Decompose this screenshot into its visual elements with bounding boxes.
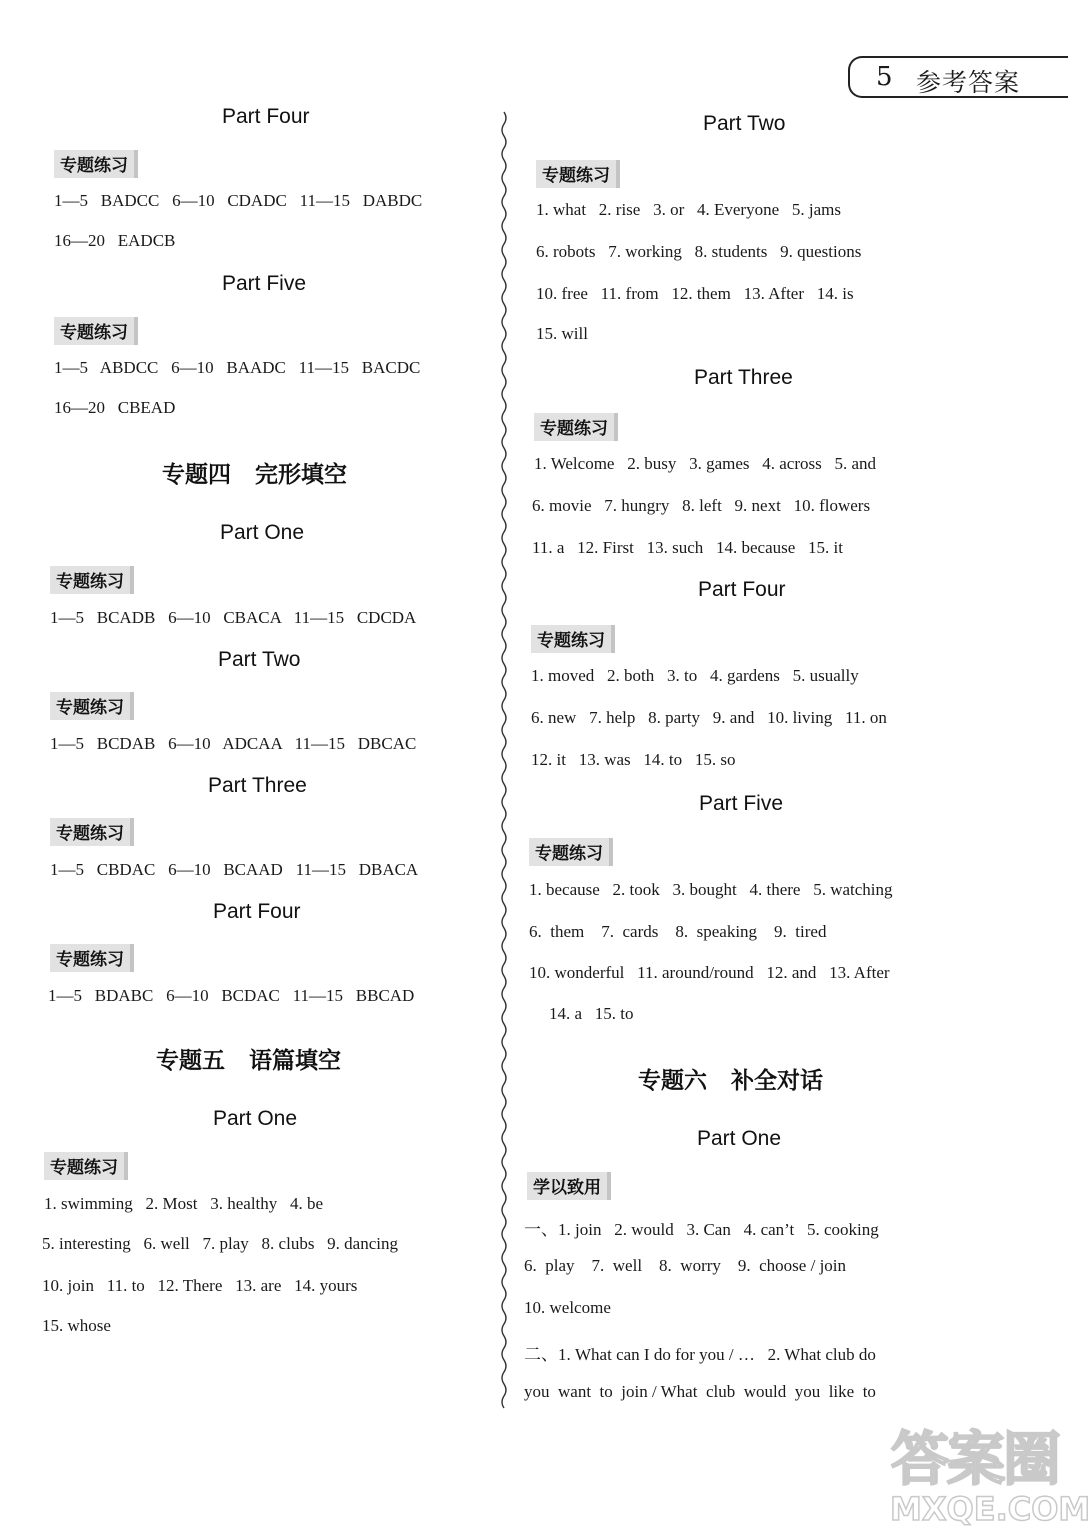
answer-line: 6. movie 7. hungry 8. left 9. next 10. flowers <box>532 496 871 515</box>
answer-line: 1. because 2. took 3. bought 4. there 5. watching <box>529 880 893 899</box>
answer-line: 二、1. What can I do for you / … 2. What club do <box>524 1345 876 1364</box>
part-heading: Part One <box>213 1107 298 1130</box>
answer-line: 15. whose <box>42 1316 111 1335</box>
topic-heading: 专题六 补全对话 <box>638 1068 824 1094</box>
answer-line: 12. it 13. was 14. to 15. so <box>531 750 736 769</box>
part-heading: Part Two <box>703 112 786 135</box>
answer-line: 1. Welcome 2. busy 3. games 4. across 5. and <box>534 454 877 473</box>
part-heading: Part Three <box>208 774 307 797</box>
exercise-tag: 专题练习 <box>54 317 138 345</box>
answer-line: 15. will <box>536 324 588 343</box>
exercise-tag: 专题练习 <box>50 566 134 594</box>
answer-line: 一、1. join 2. would 3. Can 4. can’t 5. cooking <box>524 1220 879 1239</box>
answer-line: 10. welcome <box>524 1298 611 1317</box>
answer-line: 11. a 12. First 13. such 14. because 15. it <box>532 538 843 557</box>
part-heading: Part One <box>220 521 305 544</box>
answer-line: 1—5 CBDAC 6—10 BCAAD 11—15 DBACA <box>50 860 419 879</box>
exercise-tag: 专题练习 <box>50 944 134 972</box>
page-header-tab <box>848 56 1068 98</box>
answer-line: 10. join 11. to 12. There 13. are 14. yours <box>42 1276 358 1295</box>
answer-line: 1—5 BADCC 6—10 CDADC 11—15 DABDC <box>54 191 423 210</box>
part-heading: Part Five <box>699 792 784 815</box>
answer-line: 16—20 EADCB <box>54 231 176 250</box>
part-heading: Part One <box>697 1127 782 1150</box>
topic-heading: 专题四 完形填空 <box>162 462 348 488</box>
answer-line: 6. them 7. cards 8. speaking 9. tired <box>529 922 827 941</box>
section-title: 参考答案 <box>916 68 1021 97</box>
exercise-tag: 专题练习 <box>531 625 615 653</box>
answer-line: 6. play 7. well 8. worry 9. choose / join <box>524 1256 847 1275</box>
answer-line: 14. a 15. to <box>549 1004 634 1023</box>
exercise-tag: 专题练习 <box>54 150 138 178</box>
answer-line: 6. robots 7. working 8. students 9. questions <box>536 242 862 261</box>
exercise-tag: 专题练习 <box>50 692 134 720</box>
answer-line: 1—5 BCADB 6—10 CBACA 11—15 CDCDA <box>50 608 417 627</box>
exercise-tag: 专题练习 <box>529 838 613 866</box>
answer-line: 1—5 BDABC 6—10 BCDAC 11—15 BBCAD <box>48 986 415 1005</box>
page-number: 5 <box>876 62 893 92</box>
watermark-logo-text: 答案圈 <box>890 1425 1059 1493</box>
part-heading: Part Three <box>694 366 793 389</box>
answer-line: 5. interesting 6. well 7. play 8. clubs 9. dancing <box>42 1234 398 1253</box>
part-heading: Part Four <box>222 105 310 128</box>
column-divider <box>490 112 520 1404</box>
answer-line: 1. moved 2. both 3. to 4. gardens 5. usually <box>531 666 859 685</box>
site-watermark <box>890 1412 1090 1530</box>
watermark-domain: MXQE.COM <box>890 1490 1090 1528</box>
answer-line: 1. swimming 2. Most 3. healthy 4. be <box>44 1194 324 1213</box>
answer-line: 10. free 11. from 12. them 13. After 14. is <box>536 284 854 303</box>
answer-line: you want to join / What club would you like to <box>524 1382 876 1401</box>
answer-line: 6. new 7. help 8. party 9. and 10. living 11. on <box>531 708 887 727</box>
answer-line: 1—5 BCDAB 6—10 ADCAA 11—15 DBCAC <box>50 734 417 753</box>
topic-heading: 专题五 语篇填空 <box>156 1048 342 1074</box>
answer-line: 1. what 2. rise 3. or 4. Everyone 5. jams <box>536 200 841 219</box>
answer-line: 16—20 CBEAD <box>54 398 176 417</box>
exercise-tag: 专题练习 <box>44 1152 128 1180</box>
part-heading: Part Four <box>213 900 301 923</box>
answer-line: 10. wonderful 11. around/round 12. and 13. After <box>529 963 890 982</box>
exercise-tag: 学以致用 <box>527 1172 611 1200</box>
exercise-tag: 专题练习 <box>536 160 620 188</box>
exercise-tag: 专题练习 <box>534 413 618 441</box>
exercise-tag: 专题练习 <box>50 818 134 846</box>
part-heading: Part Four <box>698 578 786 601</box>
answer-line: 1—5 ABDCC 6—10 BAADC 11—15 BACDC <box>54 358 421 377</box>
part-heading: Part Two <box>218 648 301 671</box>
part-heading: Part Five <box>222 272 307 295</box>
